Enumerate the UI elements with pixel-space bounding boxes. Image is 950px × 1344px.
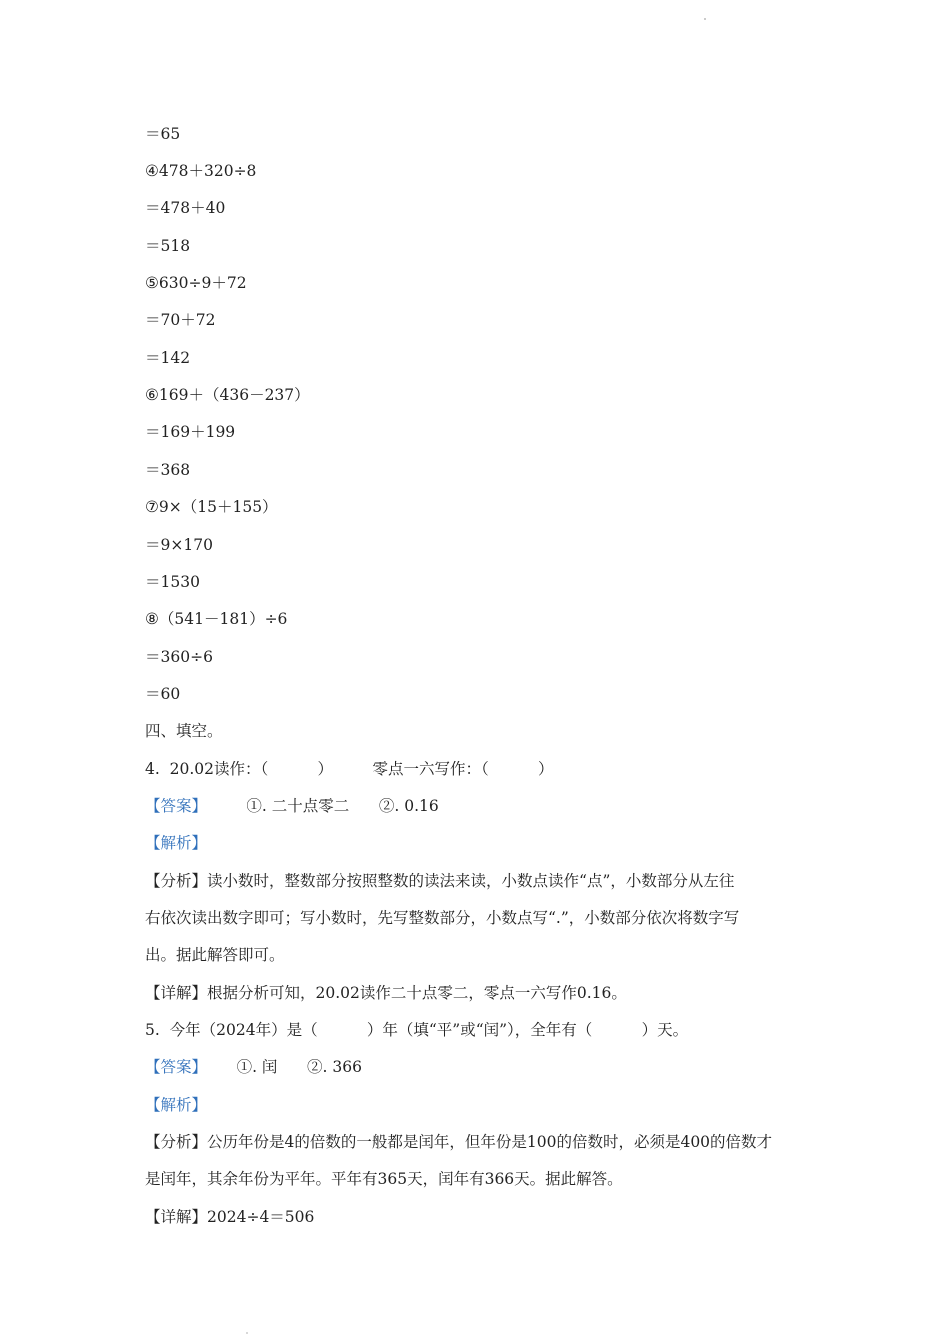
question-5: 5. 今年（2024年）是（ ）年（填“平”或“闰”），全年有（ ）天。: [145, 1021, 689, 1039]
fenxi-row: [145, 1132, 772, 1152]
calc-line: ＝518: [145, 237, 191, 255]
fenxi-text: 是闰年，其余年份为平年。平年有365天，闰年有366天。据此解答。: [145, 1170, 623, 1188]
answer-tag: 【答案】: [145, 797, 208, 815]
fenxi-text: 公历年份是4的倍数的一般都是闰年，但年份是100的倍数时，必须是400的倍数才: [207, 1133, 773, 1151]
fenxi-text: 出。据此解答即可。: [145, 946, 285, 964]
answer-row: [145, 796, 439, 816]
calc-line: ④478＋320÷8: [145, 162, 257, 180]
calc-line: ⑥169＋（436－237）: [145, 386, 310, 404]
fenxi-text: 右依次读出数字即可；写小数时，先写整数部分，小数点写“.”，小数部分依次将数字写: [145, 909, 740, 927]
calc-line: ⑤630÷9＋72: [145, 274, 247, 292]
calc-line: ＝1530: [145, 573, 200, 591]
calc-line: ⑧（541－181）÷6: [145, 610, 288, 628]
answer-tag: 【答案】: [145, 1058, 208, 1076]
fenxi-tag: 【分析】: [145, 872, 208, 890]
answer-text: ①. 二十点零二 ②. 0.16: [207, 797, 439, 815]
xiangjie-row: [145, 1207, 314, 1227]
question-4: 4. 20.02读作：（ ） 零点一六写作：（ ）: [145, 760, 554, 778]
xiangjie-tag: 【详解】: [145, 984, 208, 1002]
xiangjie-tag: 【详解】: [145, 1208, 208, 1226]
xiangjie-row: [145, 983, 627, 1003]
calc-line: ＝169＋199: [145, 423, 236, 441]
xiangjie-text: 2024÷4＝506: [207, 1208, 315, 1226]
calc-line: ＝360÷6: [145, 648, 213, 666]
calc-line: ＝70＋72: [145, 311, 216, 329]
calc-line: ＝478＋40: [145, 199, 226, 217]
calc-line: ＝142: [145, 349, 191, 367]
calc-line: ＝368: [145, 461, 191, 479]
calc-line: ⑦9×（15＋155）: [145, 498, 278, 516]
calc-line: ＝9×170: [145, 536, 213, 554]
section-title: 四、填空。: [145, 722, 223, 740]
xiangjie-text: 根据分析可知，20.02读作二十点零二，零点一六写作0.16。: [207, 984, 627, 1002]
header-mark: [704, 18, 706, 20]
fenxi-row: [145, 871, 734, 891]
fenxi-text: 读小数时，整数部分按照整数的读法来读，小数点读作“点”，小数部分从左往: [207, 872, 735, 890]
answer-text: ①. 闰 ②. 366: [207, 1058, 362, 1076]
calc-line: ＝65: [145, 125, 181, 143]
footer-mark: [246, 1332, 248, 1334]
calc-line: ＝60: [145, 685, 181, 703]
fenxi-tag: 【分析】: [145, 1133, 208, 1151]
analysis-tag: 【解析】: [145, 834, 208, 852]
answer-row: [145, 1057, 362, 1077]
analysis-tag: 【解析】: [145, 1096, 208, 1114]
